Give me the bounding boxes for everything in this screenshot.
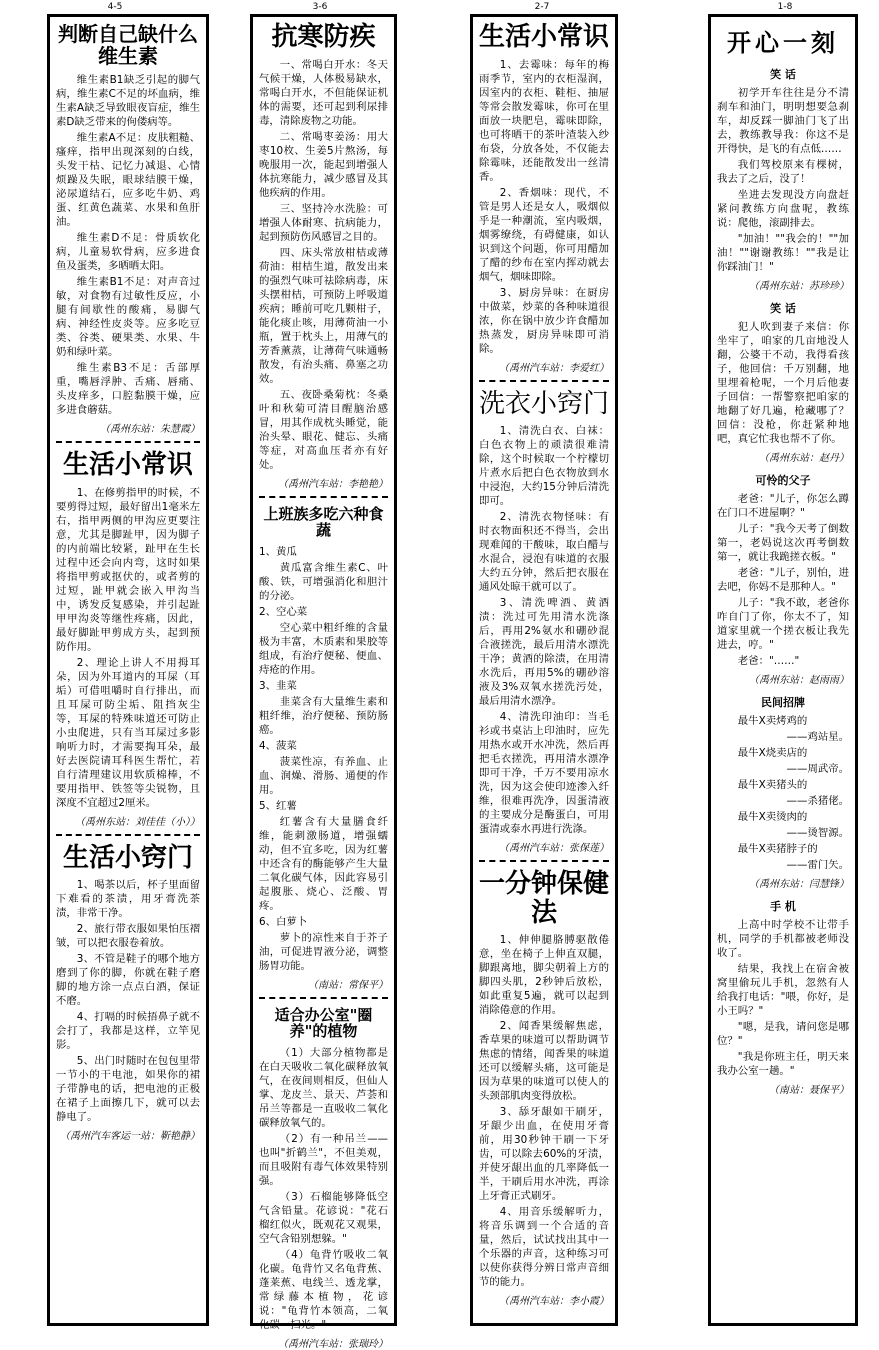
paragraph: 4、清洗印油印：当毛衫或书桌沾上印油时，应先用热水或开水冲洗，然后再把毛衣搓洗，再用清水漂净即可干净，千万不要用凉水洗，因为这会使印迹渗入纤维，很难再洗净，因蛋清液的主要成分是酶蛋白，可用蛋清或泰水再进行洗涤。 [479,711,609,836]
source-credit: （禹州汽车站：李小霞） [499,1296,609,1308]
source-credit: （禹州汽车客运一站：靳艳静） [60,1131,200,1143]
paragraph: 老爸："儿子，别怕，进去吧，你妈不是那种人。" [717,567,849,593]
source-credit: （禹州东站：刘佳佳（小）） [75,816,200,828]
paragraph: 菠菜性凉，有养血、止血、润燥、滑肠、通便的作用。 [259,755,388,796]
paragraph: 初学开车往往是分不清刹车和油门，明明想要急刹车，却反踩一脚油门飞了出去，教练教导我：你这不是开得快，是飞的有点低…… [717,87,849,155]
article-title: 抗寒防疾 [271,22,376,52]
sign-line: 最牛X卖烤鸡的 [737,715,808,727]
paragraph: 3、不管是鞋子的哪个地方磨到了你的脚，你就在鞋子磨脚的地方涂一点点白酒，保证不磨。 [56,953,200,1008]
paragraph: 2、清洗衣物怪味：有时衣物面积还不得当，会出现难闻的干酸味，取白醋与水混合，浸泡有味道的衣服大约五分钟，然后把衣服在通风处晾干就可以了。 [479,511,609,594]
paragraph: 儿子："我今天考了倒数第一，老妈说这次再考倒数第一，就让我跪搓衣板。" [717,523,849,563]
column-2 [250,14,397,1350]
source-credit: （禹州汽车站：张保莲） [499,843,609,855]
article-title: 上班族多吃六种食蔬 [263,504,384,540]
source-credit: （南站：聂保平） [769,1085,849,1096]
paragraph: 五、夜卧桑菊枕：冬桑叶和秋菊可清目醒脑治感冒，用其作成枕头睡觉，能治头晕、眼花、健忘、头痛等症，对高血压者亦有好处。 [259,388,388,471]
paragraph: （3）石榴能够降低空气含铅量。花谚说："花石榴红似火，既观花又观果，空气含铅别想躲。" [259,1190,388,1245]
humor-logo: 开心一刻 [727,28,839,57]
paragraph: 儿子："我不敢，老爸你咋自门了你，你太不了，知道家里就一个搓衣板让我先进去，哼。" [717,597,849,651]
paragraph: （1）大部分植物都是在白天吸收二氧化碳释放氧气，在夜间则相反，但仙人掌、龙皮兰、景天、芦荟和吊兰等都是一直吸收二氧化碳释放氧气的。 [259,1046,388,1129]
article-title: 生活小常识 [62,450,193,480]
item-heading: 4、菠菜 [259,739,297,752]
article-title: 判断自己缺什么维生素 [58,22,198,68]
paragraph: "我是你班主任，明天来我办公室一趟。" [717,1051,849,1077]
column-1 [47,14,209,1326]
source-credit: （禹州东站：苏珍珍） [749,281,849,292]
dashed-divider [259,997,388,999]
page-number-4: 1-8 [777,2,793,12]
joke-title: 可怜的父子 [755,474,811,487]
paragraph: 维生素A不足：皮肤粗糙、瘙痒，指甲出现深刻的白线，头发干枯、记忆力减退、心情烦躁及失眠，眼球结膜干燥，泌尿道结石，应多吃牛奶、鸡蛋、红黄色蔬菜、水果和鱼肝油。 [56,132,200,228]
dashed-divider [479,860,609,862]
paragraph: （2）有一种吊兰——也叫"折鹤兰"，不但美观，而且吸附有毒气体效果特别强。 [259,1132,388,1187]
paragraph: "嗯，是我，请问您是哪位？" [717,1021,849,1047]
item-heading: 3、韭菜 [259,679,297,692]
paragraph: 黄瓜富含维生素C、叶酸、铁，可增强消化和胆汁的分泌。 [259,561,388,602]
dashed-divider [56,441,200,443]
paragraph: 1、去霉味：每年的梅雨季节，室内的衣柜湿润，因室内的衣柜、鞋柜、抽屉等常会散发霉味，你可在里面放一块肥皂，霉味即除，也可将晒干的茶叶渣装入纱布袋，分放各处，不仅能去除霉味，还能散发出一丝清香。 [479,58,609,183]
sign-line: ——周武帝。 [786,763,849,775]
source-credit: （南站：常保平） [308,979,388,991]
paragraph: 1、喝茶以后，杯子里面留下难看的茶渍，用牙膏洗茶渍，非常干净。 [56,879,200,920]
paragraph: 三、坚持冷水洗脸：可增强人体耐寒、抗病能力，起到预防伤风感冒之目的。 [259,202,388,243]
sign-line: 最牛X卖猪头的 [737,779,808,791]
source-credit: （禹州汽车站：张瑞玲） [278,1338,388,1350]
paragraph: 四、床头常放柑桔或薄荷油：柑桔生道，散发出来的强烈气味可祛除病毒，床头摆柑桔，可预防上呼吸道疾病；睡前可吃几颗柑子，能化痰止咳，用薄荷油一小瓶，置于枕头上，用薄气的芳香薰蒸，让薄荷气味通畅散发，有治头痛、鼻塞之功效。 [259,246,388,385]
paragraph: 维生素B1不足：对声音过敏，对食物有过敏性反应，小腿有间歇性的酸痛，易脚气病、神经性皮炎等。应多吃豆类、谷类、硬果类、水果、牛奶和绿叶菜。 [56,276,200,358]
sign-line: ——杀猪佬。 [786,795,849,807]
item-heading: 2、空心菜 [259,605,308,618]
paragraph: 3、清洗啤酒、黄酒渍：洗过可先用清水洗涤后，再用2%氨水和硼砂混合液搓洗，最后用清水漂洗干净；黄酒的除渍，在用清水洗后，再用5%的硼砂溶液及3%双氧水搓洗污处，最后用清水漂净。 [479,597,609,708]
sign-line: ——雷门矢。 [786,859,849,871]
paragraph: 萝卜的凉性来自于芥子油，可促进胃液分泌，调整肠胃功能。 [259,931,388,972]
article-title: 生活小常识 [479,22,610,52]
paragraph: 犯人吹到妻子来信：你坐牢了，咱家的几亩地没人翻，公婆干不动，我得看孩子，他回信：千万别翻，地里埋着枪呢，一个月后他妻子回信：一帮警察把咱家的地翻了好几遍，枪藏哪了？回信：没枪，你赶紧种地吧，真它忙我也帮不了你。 [717,321,849,445]
paragraph: 结果，我找上在宿舍被窝里偷玩儿手机，忽然有人给我打电话："喂，你好，是小王吗？" [717,963,849,1017]
paragraph: 2、理论上讲人不用拇耳朵，因为外耳道内的耳屎（耳垢）可借咀嚼时自行排出，而且耳屎可防尘垢、阻挡灰尘等，耳屎的特殊味道还可防止小虫爬进，只有当耳屎过多影响听力时，才需要掏耳朵，最好去医院请耳科医生帮忙，若自行清理建议用软质棉棒，不要用指甲、铁签等尖锐物，且深度不宜超过2厘米。 [56,656,200,809]
paragraph: 老爸："……" [737,655,800,667]
page-number-3: 2-7 [534,2,550,12]
paragraph: 2、闻香果缓解焦虑，香草果的味道可以帮助调节焦虑的情绪，闻香果的味道还可以缓解头痛，这可能是因为草果的味道可以使人的头颈部肌肉变得放松。 [479,1020,609,1103]
paragraph: 4、用音乐缓解听力，将音乐调到一个合适的音量，然后，试试找出其中一个乐器的声音，这种练习可以使你获得分辨日常声音细节的能力。 [479,1206,609,1289]
joke-title: 笑 话 [770,68,796,81]
source-credit: （禹州东站：赵丹） [759,453,849,464]
paragraph: 维生素B3不足：舌部厚重，嘴唇浮肿、舌痛、唇痛、头皮痒多，口腔黏膜干燥，应多进食蘑菇。 [56,362,200,416]
source-credit: （禹州汽车站：李爱红） [499,362,609,374]
sign-line: 最牛X卖烫肉的 [737,811,808,823]
sign-line: 最牛X烧卖店的 [737,747,808,759]
source-credit: （禹州汽车站：李艳艳） [278,478,388,490]
sign-line: ——鸡站星。 [786,731,849,743]
paragraph: （4）龟背竹吸收二氧化碳。龟背竹又名龟背蕉、蓬莱蕉、电线兰、透龙掌，常绿藤本植物，花谚说："龟背竹本领高，二氧化碳一扫光。" [259,1248,388,1331]
dashed-divider [479,380,609,382]
source-credit: （禹州东站：闫慧锋） [749,879,849,890]
paragraph: 1、清洗白衣、白袜：白色衣物上的顽渍很难清除，这个时候取一个柠檬切片煮水后把白色衣物放到水中浸泡，大约15分钟后清洗即可。 [479,425,609,508]
paragraph: 维生素D不足：骨质软化病，儿童易软骨病，应多进食鱼及蛋类，多晒晒太阳。 [56,232,200,272]
paragraph: 红薯含有大量膳食纤维，能刺激肠道，增强蠕动，但不宜多吃，因为红薯中还含有的酶能够产生大量二氧化碳气体，因此容易引起腹胀、烧心、泛酸、胃疼。 [259,815,388,912]
source-credit: （禹州东站：赵雨雨） [749,675,849,686]
paragraph: 一、常喝白开水：冬天气候干燥，人体极易缺水，常喝白开水，不但能保证机体的需要，还可起到利尿排毒，清除废物之功能。 [259,58,388,127]
sign-line: ——烫智源。 [786,827,849,839]
item-heading: 6、白萝卜 [259,915,308,928]
paragraph: 3、厨房异味：在厨房中做菜，炒菜的各种味道很浓，你在锅中放少许食醋加热蒸发，厨房异味即可消除。 [479,286,609,355]
paragraph: 4、打嗝的时候捂鼻子就不会打了，我都是这样，立竿见影。 [56,1011,200,1052]
joke-title: 民间招牌 [761,696,805,709]
paragraph: 2、香烟味：现代，不管是男人还是女人，吸烟似乎是一种潮流，室内吸烟，烟雾缭绕，有碍健康，如认识到这个问题，你可用醋加了醋的纱布在室内挥动就去烟气，烟味即除。 [479,186,609,283]
item-heading: 1、黄瓜 [259,545,297,558]
paragraph: 韭菜含有大量维生素和粗纤维，治疗便秘、预防肠癌。 [259,695,388,736]
column-3 [470,14,618,1326]
paragraph: 1、伸伸腿胳膊驱散倦意，坐在椅子上伸直双腿，脚跟离地，脚尖朝着上方的脚四头肌，2秒钟后放松，如此重复5遍，就可以起到消除倦意的作用。 [479,934,609,1017]
paragraph: 3、舔牙龈如干刷牙，牙龈少出血，在使用牙膏前，用30秒钟干刷一下牙齿，可以除去60%的牙渍，并使牙龈出血的几率降低一半，干刷后用水冲洗，再涂上牙膏正式刷牙。 [479,1106,609,1203]
paragraph: 坐进去发现没方向盘赶紧问教练方向盘呢，教练说：爬他，滚副排去。 [717,189,849,229]
paragraph: 2、旅行带衣服如果怕压褶皱，可以把衣服卷着放。 [56,923,200,950]
paragraph: 维生素B1缺乏引起的脚气病，维生素C不足的坏血病，维生素A缺乏导致眼夜盲症，维生素D缺乏带来的佝偻病等。 [56,74,200,128]
dashed-divider [259,496,388,498]
paragraph: 二、常喝枣姜汤：用大枣10枚、生姜5片熬汤，每晚服用一次，能起到增强人体抗寒能力，减少感冒及其他疾病的作用。 [259,130,388,199]
paragraph: 1、在修剪指甲的时候，不要剪得过短，最好留出1毫米左右，指甲两侧的甲沟应更要注意，尤其是脚趾甲，因为脚子的内前端比较紧，趾甲在生长过程中还会向内弯，这时如果将指甲剪或抠伏的，或者剪的过短，趾甲就会嵌入甲沟当中，诱发反复感染，并引起趾甲甲沟炎等继性疼痛，因此，最好脚趾甲剪成方头，起到预防作用。 [56,486,200,653]
article-title: 生活小窍门 [62,842,193,873]
dashed-divider [56,834,200,836]
paragraph: 5、出门时随时在包包里带一节小的干电池，如果你的裙子带静电的话，把电池的正极在裙子上面擦几下，就可以去静电了。 [56,1055,200,1124]
article-title: 一分钟保健法 [479,869,610,928]
column-4 [708,14,858,1326]
item-heading: 5、红薯 [259,799,297,812]
article-title: 适合办公室"圈养"的植物 [274,1005,373,1041]
page-number-1: 4-5 [107,2,123,12]
source-credit: （禹州东站：朱慧霞） [100,424,200,435]
paragraph: 上高中时学校不让带手机，同学的手机都被老师没收了。 [717,919,849,959]
article-title: 洗衣小窍门 [479,388,610,419]
paragraph: "加油！""我会的！""加油！""谢谢教练！""我是让你踩油门！" [717,233,849,273]
sign-line: 最牛X卖猪脖子的 [737,843,818,855]
paragraph: 老爸："儿子，你怎么蹲在门口不进屋啊？" [717,493,849,519]
paragraph: 空心菜中粗纤维的含量极为丰富，木质素和果胶等组成，有治疗便秘、便血、痔疮的作用。 [259,621,388,676]
paragraph: 我们驾校原来有棵树，我去了之后，没了！ [717,159,849,185]
joke-title: 笑 话 [770,302,796,315]
joke-title: 手 机 [770,900,796,913]
page-number-2: 3-6 [312,2,328,12]
